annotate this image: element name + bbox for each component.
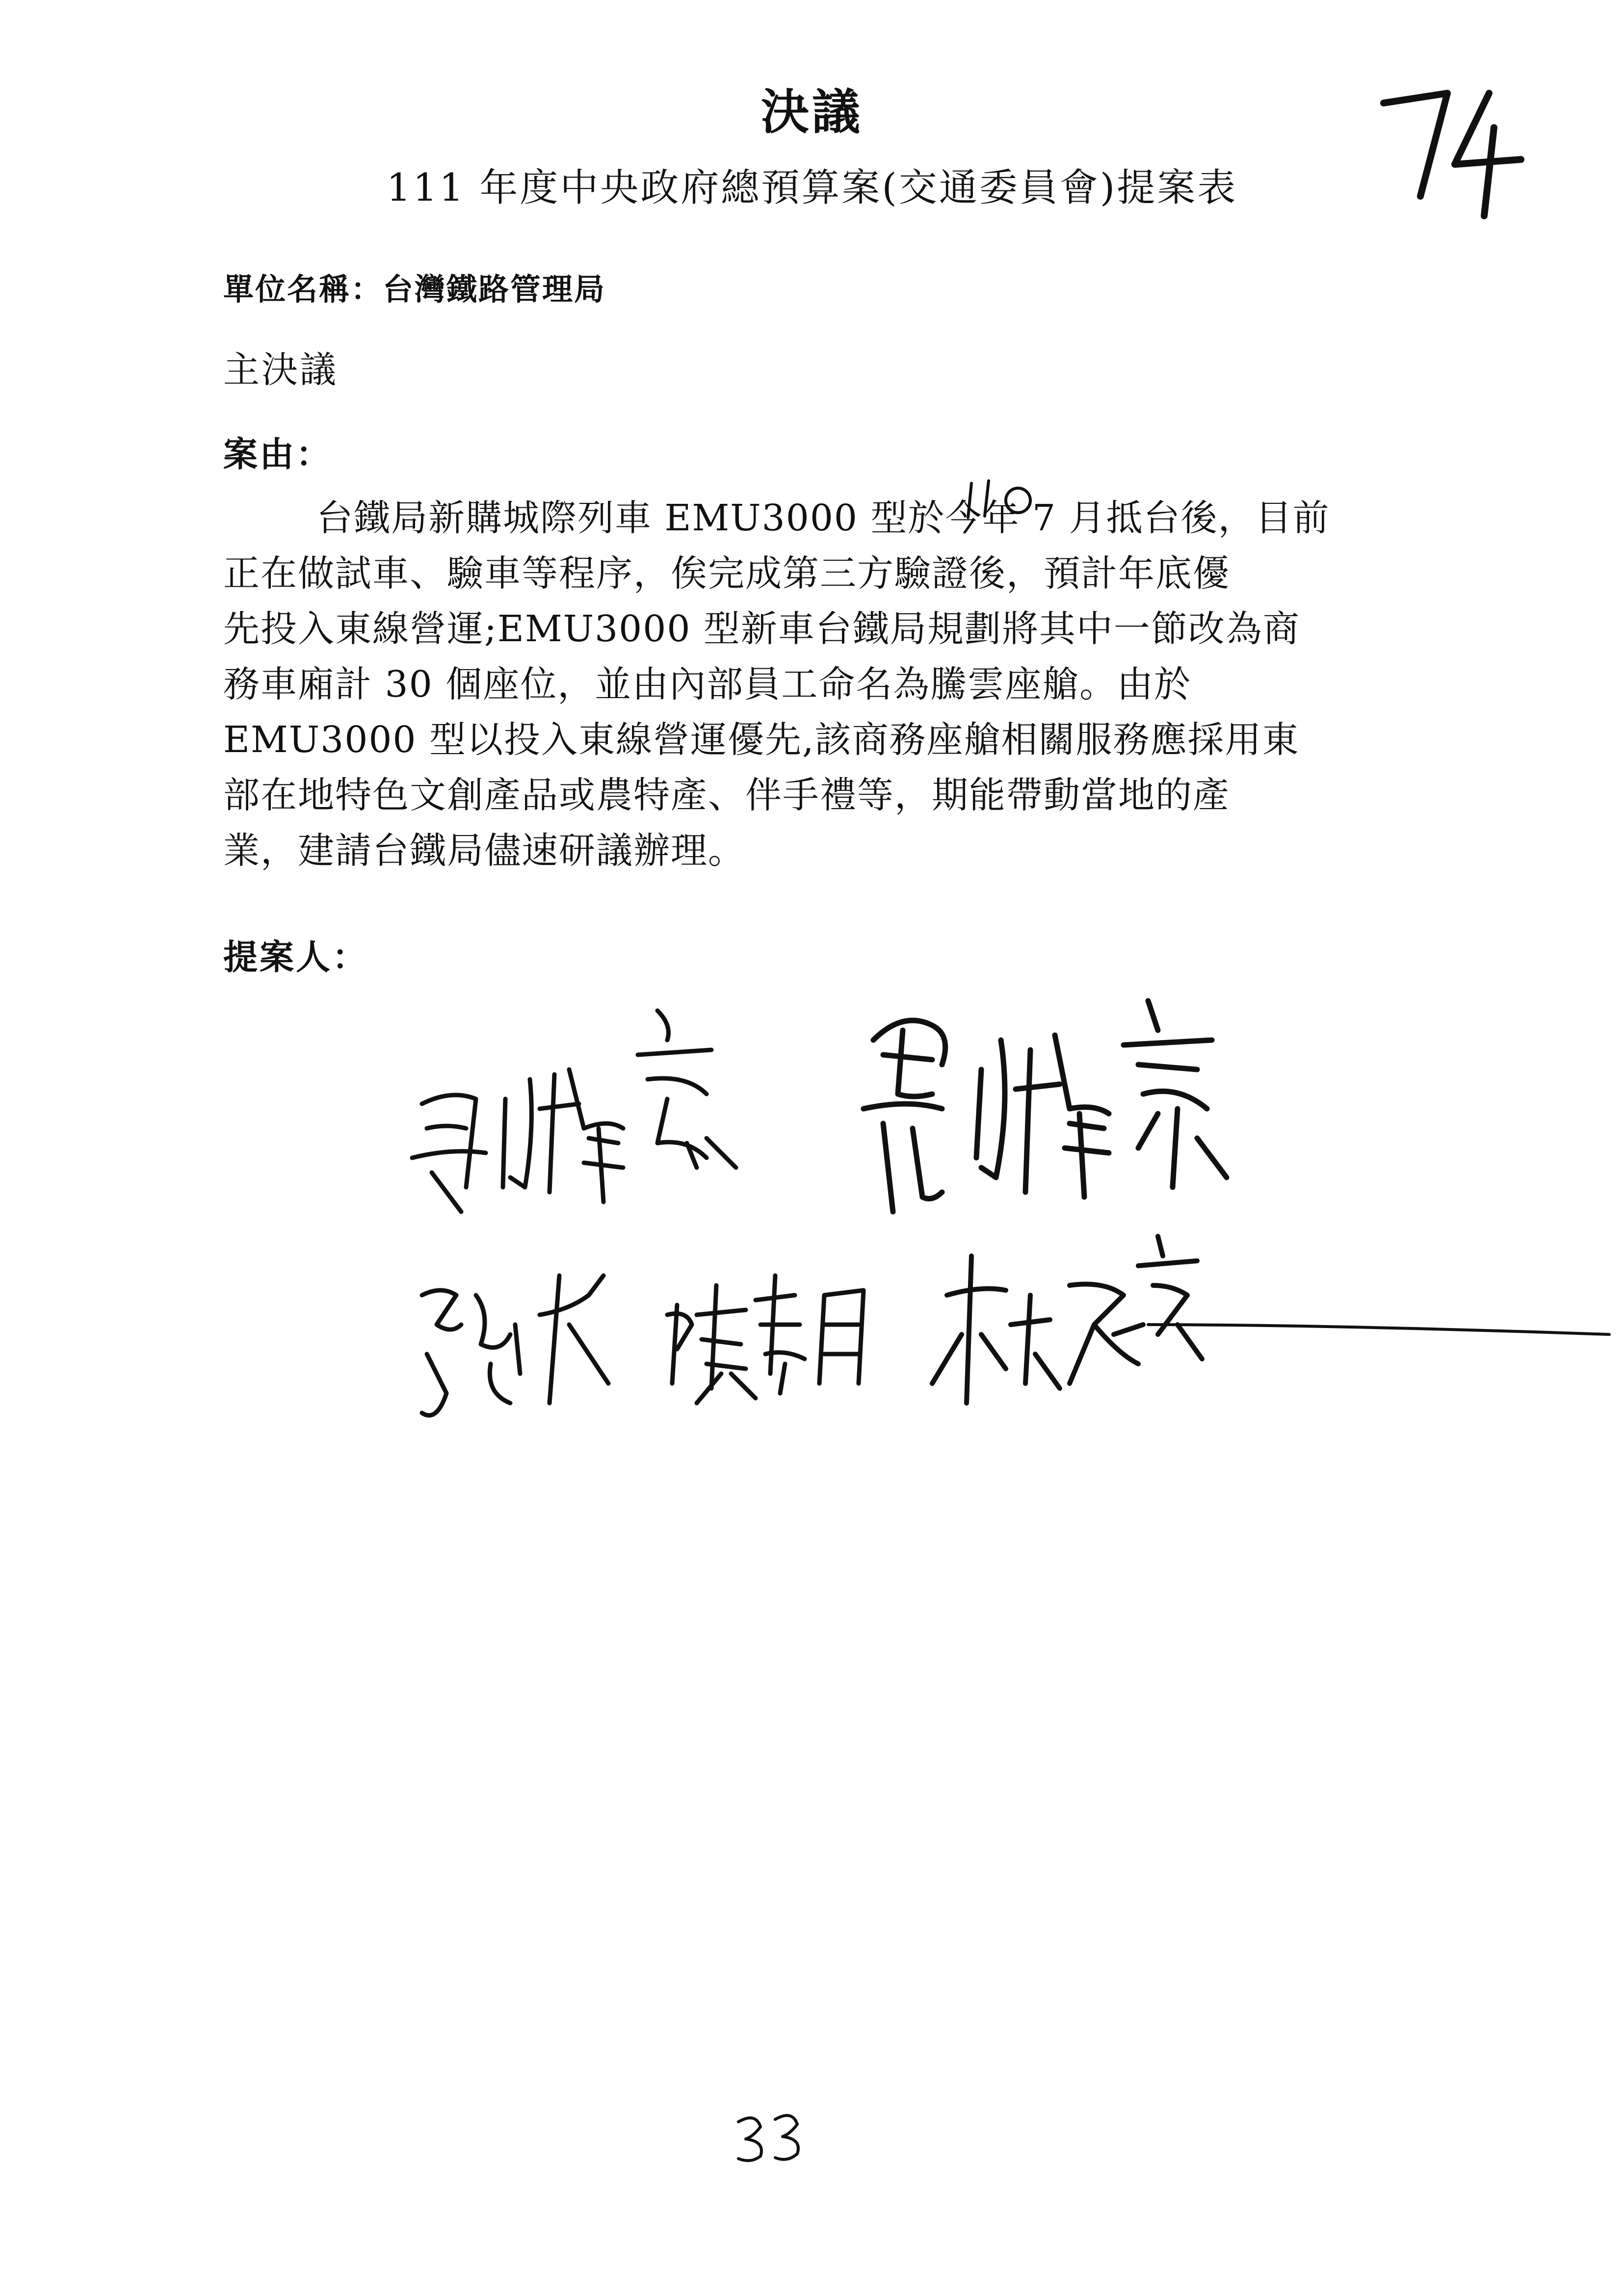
signature-lin-jun-xian: [932, 1236, 1609, 1403]
case-label: 案由：: [223, 434, 332, 474]
case-body: [223, 491, 1420, 879]
handwritten-number-74: [1374, 74, 1536, 221]
case-line: 正在做試車、驗車等程序，俟完成第三方驗證後，預計年底優: [223, 552, 1230, 595]
signature-liu-1: [412, 1011, 736, 1212]
case-line: 台鐵局新購城際列車 EMU3000 型於今年 7 月抵台後，目前: [316, 497, 1330, 539]
resolution-stamp: 決議: [760, 84, 863, 140]
proposer-label: 提案人：: [223, 937, 368, 977]
unit-line: [223, 265, 606, 309]
unit-label: 單位名稱：: [223, 271, 383, 307]
signatures-area: [393, 981, 1619, 1472]
signature-zhang-liao: [422, 1276, 608, 1415]
signature-chen-su-yue: [667, 1276, 864, 1403]
case-line: 部在地特色文創產品或農特產、伴手禮等，期能帶動當地的產: [223, 774, 1230, 816]
case-line: 業，建請台鐵局儘速研議辦理。: [223, 830, 745, 872]
main-resolution-heading: 主決議: [223, 349, 338, 391]
case-line: EMU3000 型以投入東線營運優先,該商務座艙相關服務應採用東: [223, 719, 1300, 761]
document-title: 111 年度中央政府總預算案(交通委員會)提案表: [386, 166, 1238, 210]
signature-liu-2: [864, 1001, 1227, 1212]
handwritten-page-number-33: [726, 2105, 814, 2168]
case-line: 先投入東線營運;EMU3000 型新車台鐵局規劃將其中一節改為商: [223, 608, 1300, 650]
unit-name: 台灣鐵路管理局: [383, 271, 606, 307]
case-line: 務車廂計 30 個座位，並由內部員工命名為騰雲座艙。由於: [223, 663, 1192, 705]
